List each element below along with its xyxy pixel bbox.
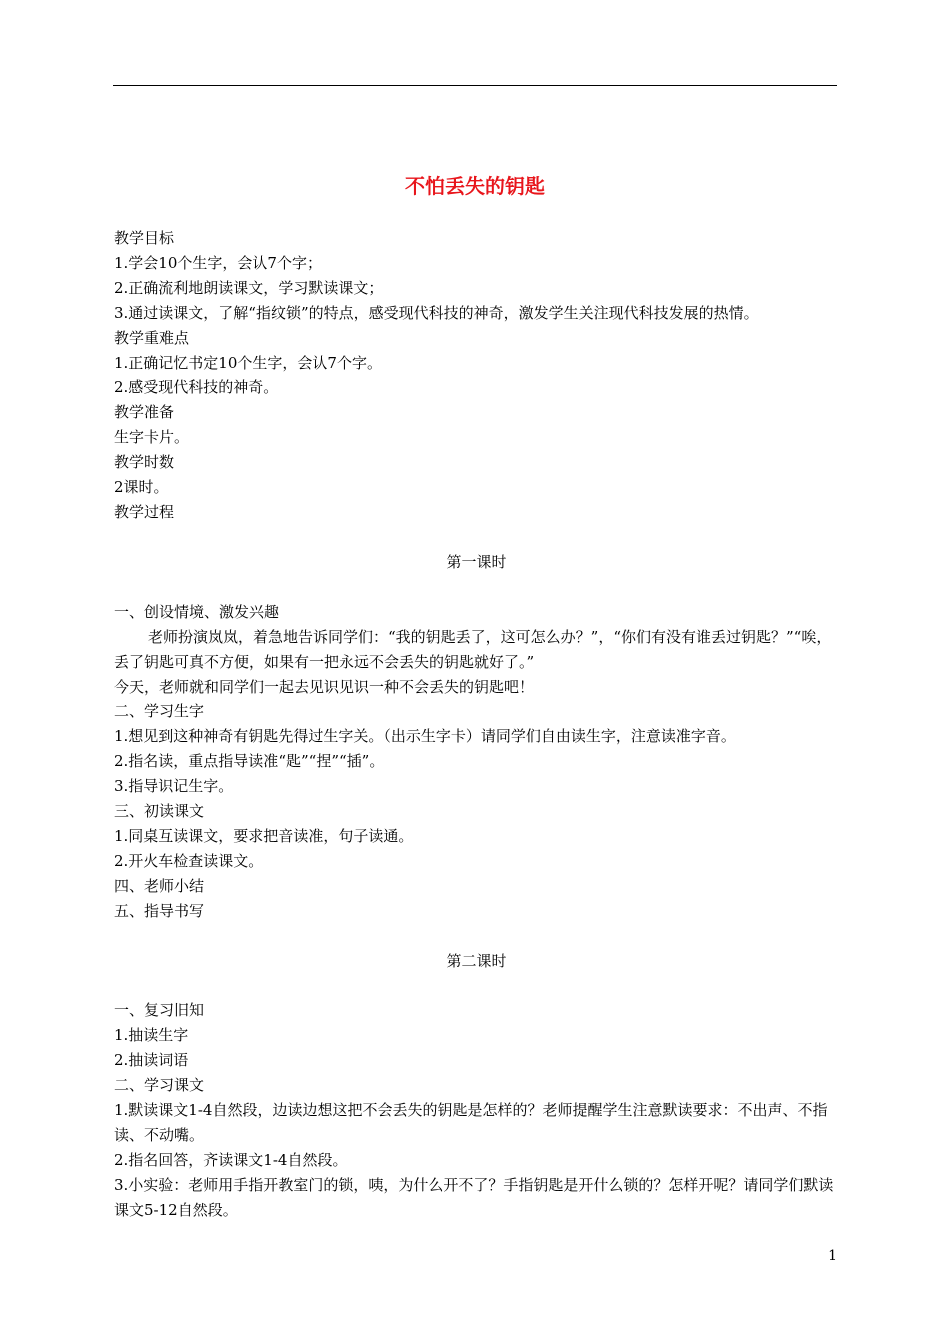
lesson1-part2-item: 3.指导识记生字。 [114,777,234,796]
header-rule [113,85,837,86]
lesson1-part3-item: 1.同桌互读课文，要求把音读准，句子读通。 [114,826,414,845]
focus-item: 1.正确记忆书定10个生字，会认7个字。 [114,353,382,372]
lesson1-part1-line: 今天，老师就和同学们一起去见识见识一种不会丢失的钥匙吧！ [114,677,535,696]
prep-heading: 教学准备 [114,403,175,422]
lesson1-heading: 第一课时 [446,552,507,571]
hours-text: 2课时。 [114,478,169,497]
goal-item: 3.通过读课文，了解“指纹锁”的特点，感受现代科技的神奇，激发学生关注现代科技发展的热情。 [114,303,759,322]
focus-heading: 教学重难点 [114,328,190,347]
process-heading: 教学过程 [114,502,175,521]
goal-item: 1.学会10个生字，会认7个字； [114,253,322,272]
lesson1-part2-item: 2.指名读，重点指导读准“匙”“捏”“插”。 [114,752,385,771]
lesson2-part2-heading: 二、学习课文 [114,1076,205,1095]
focus-item: 2.感受现代科技的神奇。 [114,378,279,397]
lesson2-part1-item: 1.抽读生字 [114,1026,189,1045]
lesson2-part2-item: 3.小实验：老师用手指开教室门的锁，咦，为什么开不了？手指钥匙是开什么锁的？怎样开呢？请同学们默读课文5-12自然段。 [114,1175,834,1219]
lesson1-part4-heading: 四、老师小结 [114,876,205,895]
lesson1-part1-paragraph: 老师扮演岚岚，着急地告诉同学们：“我的钥匙丢了，这可怎么办？”，“你们有没有谁丢过钥匙？”“唉，丢了钥匙可真不方便，如果有一把永远不会丢失的钥匙就好了。” [114,627,832,671]
lesson1-part1-heading: 一、创设情境、激发兴趣 [114,602,280,621]
lesson2-part1-heading: 一、复习旧知 [114,1001,205,1020]
goal-item: 2.正确流利地朗读课文，学习默读课文； [114,278,384,297]
lesson1-part3-heading: 三、初读课文 [114,802,205,821]
lesson2-part2-item: 2.指名回答，齐读课文1-4自然段。 [114,1150,348,1169]
document-body [114,226,839,1223]
lesson2-heading: 第二课时 [446,951,507,970]
goals-heading: 教学目标 [114,229,175,247]
page-number: 1 [828,1248,837,1264]
document-title: 不怕丢失的钥匙 [405,174,545,198]
lesson1-part3-item: 2.开火车检查读课文。 [114,851,264,870]
lesson2-part1-item: 2.抽读词语 [114,1051,189,1070]
lesson1-part2-heading: 二、学习生字 [114,702,205,721]
lesson1-part5-heading: 五、指导书写 [114,901,205,920]
prep-text: 生字卡片。 [114,428,190,447]
lesson1-part2-item: 1.想见到这种神奇有钥匙先得过生字关。（出示生字卡）请同学们自由读生字，注意读准字音。 [114,727,736,746]
lesson2-part2-item: 1.默读课文1-4自然段，边读边想这把不会丢失的钥匙是怎样的？老师提醒学生注意默读要求：不出声、不指读、不动嘴。 [114,1101,828,1144]
hours-heading: 教学时数 [114,453,175,472]
